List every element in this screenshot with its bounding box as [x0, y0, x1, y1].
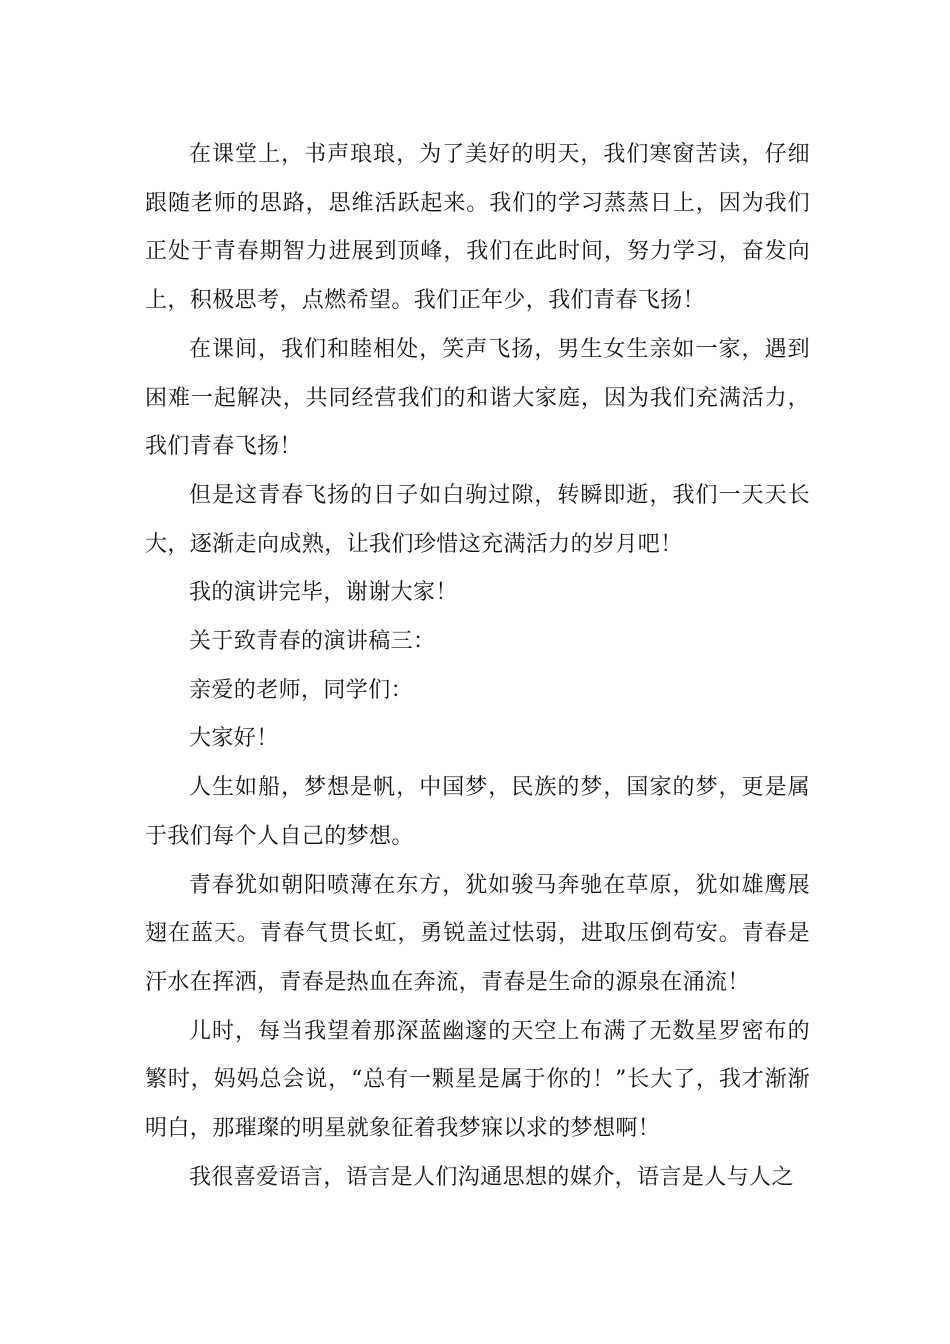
paragraph-language: 我很喜爱语言，语言是人们沟通思想的媒介，语言是人与人之 [189, 1164, 794, 1190]
greeting: 大家好！ [189, 726, 279, 752]
paragraph-life-dream: 人生如船，梦想是帆，中国梦，民族的梦，国家的梦，更是属于我们每个人自己的梦想。 [145, 775, 810, 849]
paragraph-childhood-stars: 儿时，每当我望着那深蓝幽邃的天空上布满了无数星罗密布的繁时，妈妈总会说，“总有一颗星是属于你的！”长大了，我才渐渐明白，那璀璨的明星就象征着我梦寐以求的梦想啊！ [145, 1018, 810, 1142]
document-body [145, 131, 810, 1202]
paragraph-cherish-youth: 但是这青春飞扬的日子如白驹过隙，转瞬即逝，我们一天天长大，逐渐走向成熟，让我们珍惜这充满活力的岁月吧！ [145, 482, 810, 557]
section-heading-speech-three: 关于致青春的演讲稿三： [189, 629, 436, 655]
paragraph-classroom: 在课堂上，书声琅琅，为了美好的明天，我们寒窗苦读，仔细跟随老师的思路，思维活跃起来。我们的学习蒸蒸日上，因为我们正处于青春期智力进展到顶峰，我们在此时间，努力学习，奋发向上，积极思考，点燃希望。我们正年少，我们青春飞扬！ [145, 142, 810, 314]
paragraph-speech-end: 我的演讲完毕，谢谢大家！ [189, 580, 458, 606]
salutation: 亲爱的老师，同学们： [189, 677, 414, 703]
paragraph-break-time: 在课间，我们和睦相处，笑声飞扬，男生女生亲如一家，遇到困难一起解决，共同经营我们的和谐大家庭，因为我们充满活力，我们青春飞扬！ [145, 336, 810, 460]
paragraph-youth-metaphor: 青春犹如朝阳喷薄在东方，犹如骏马奔驰在草原，犹如雄鹰展翅在蓝天。青春气贯长虹，勇锐盖过怯弱，进取压倒苟安。青春是汗水在挥洒，青春是热血在奔流，青春是生命的源泉在涌流！ [145, 872, 810, 995]
